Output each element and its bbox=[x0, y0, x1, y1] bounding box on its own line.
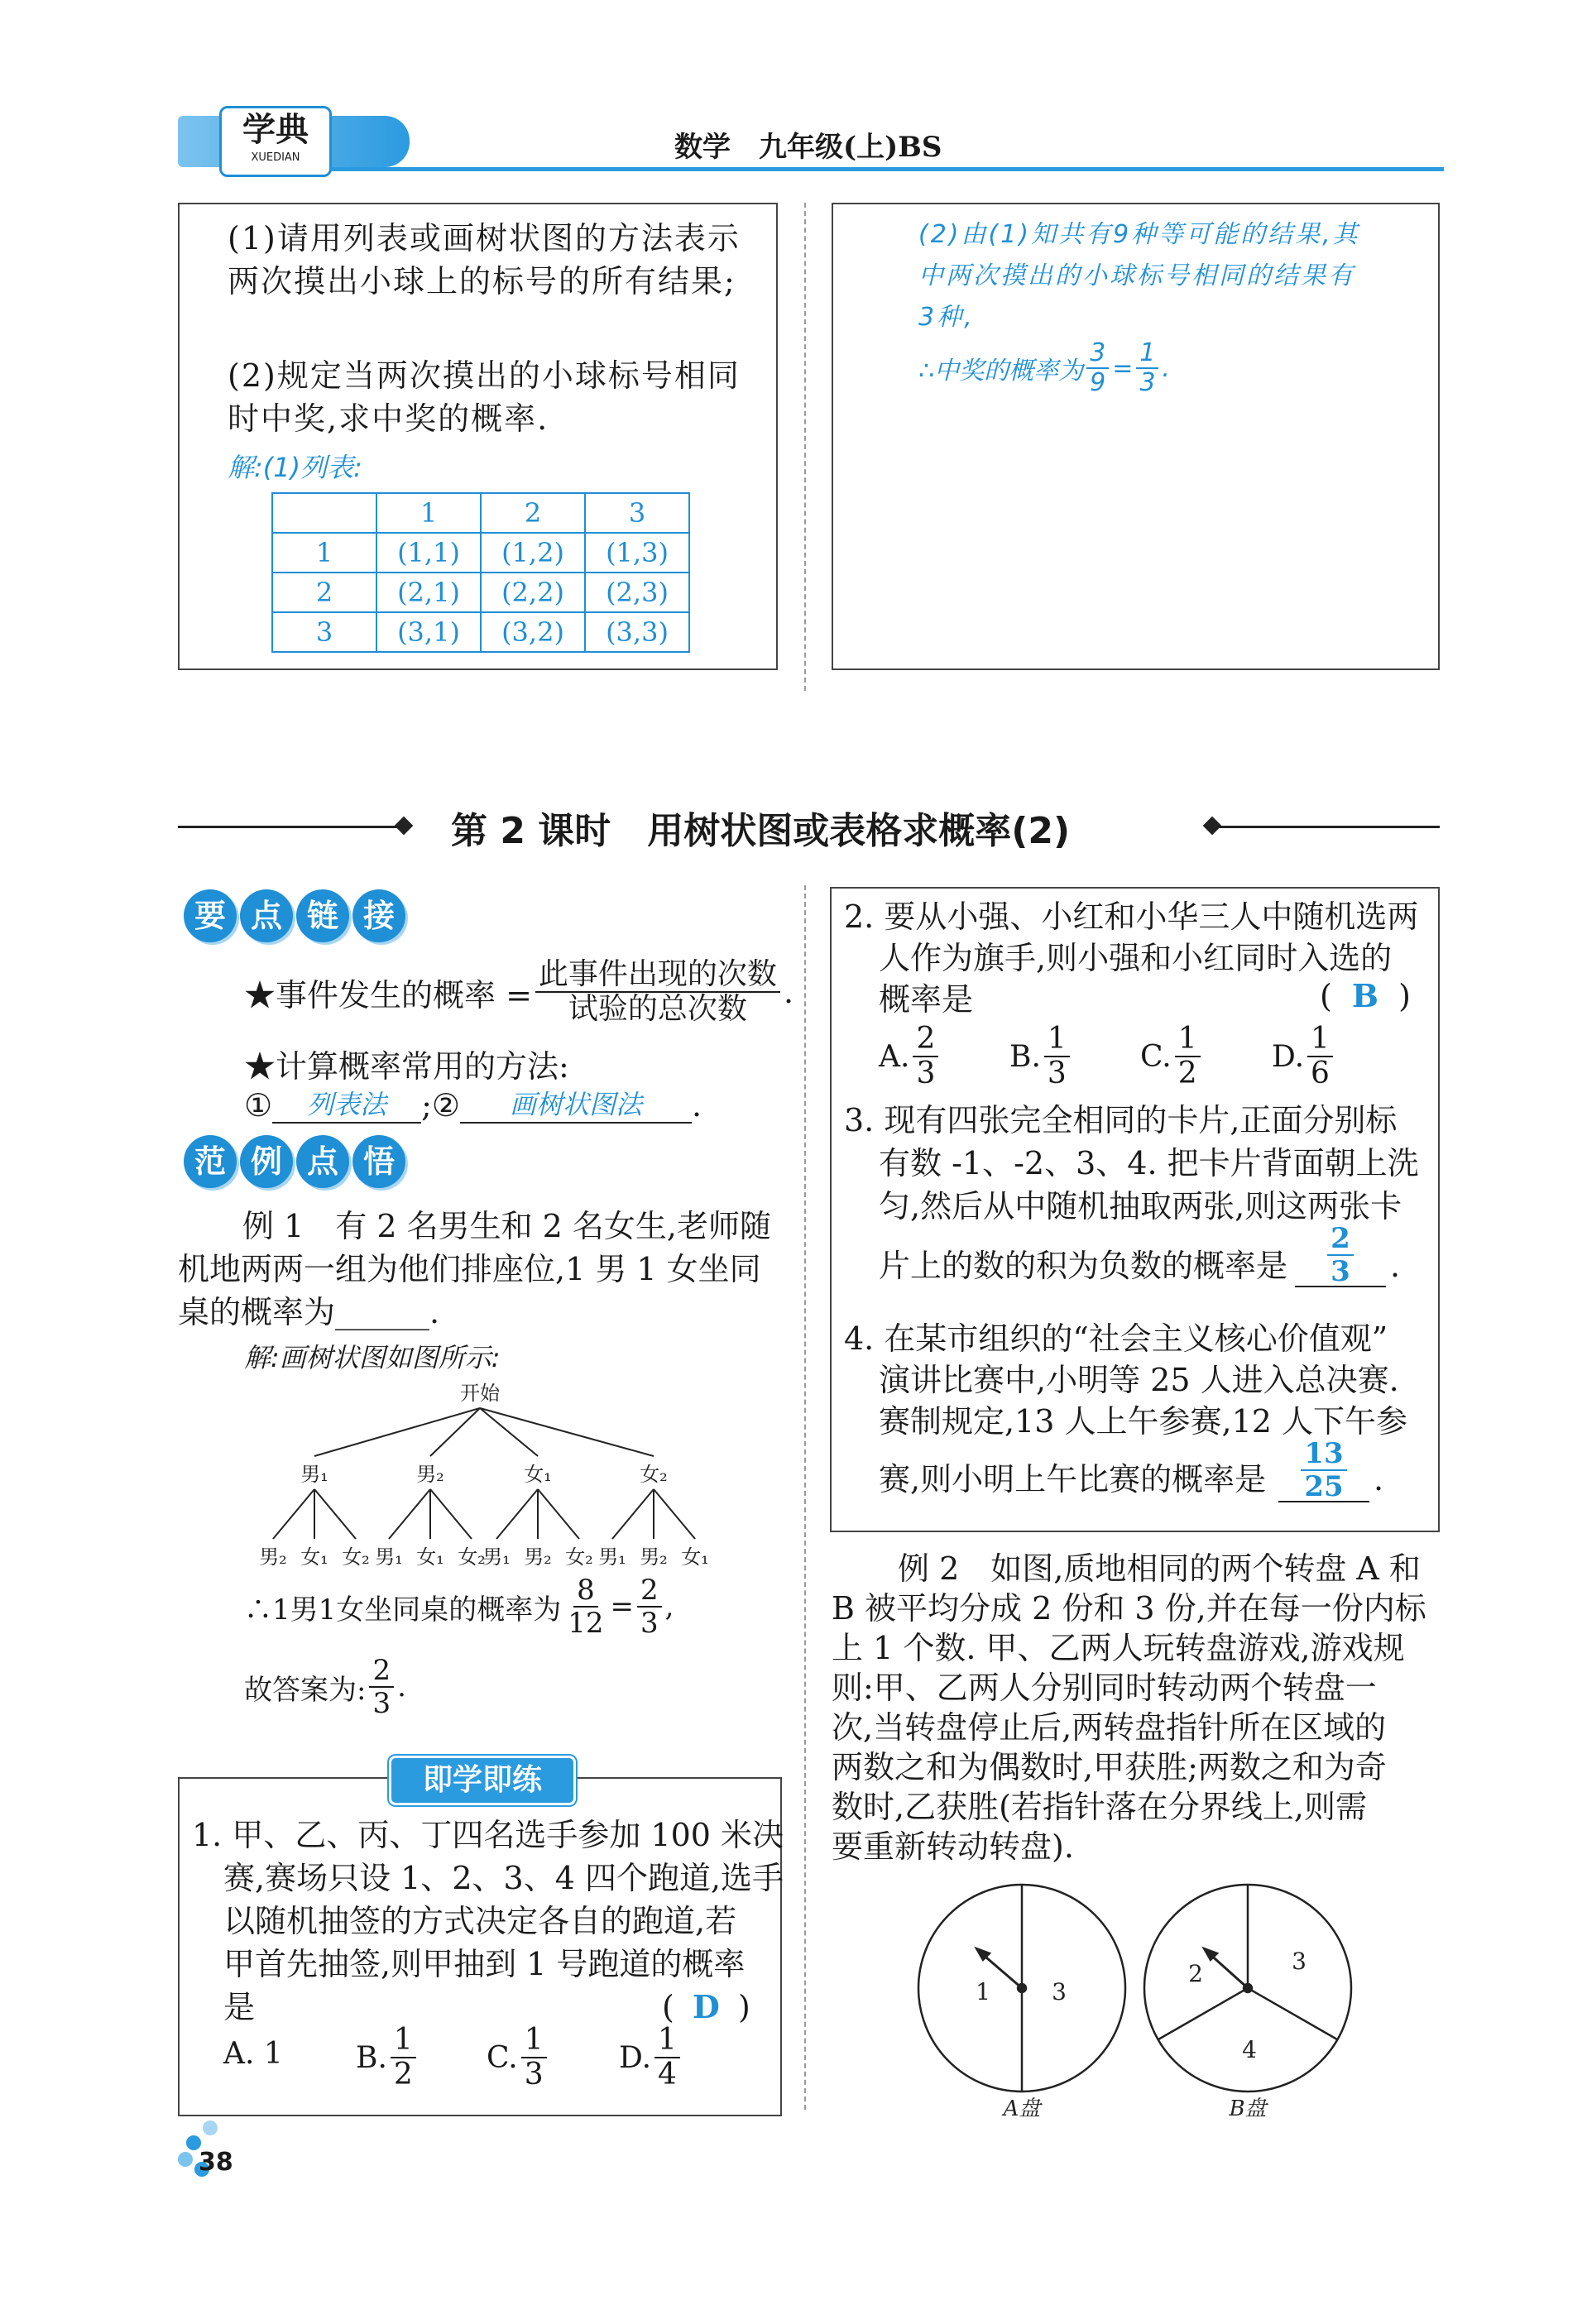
denominator: 3 bbox=[1047, 1057, 1067, 1090]
spinner-a bbox=[918, 1885, 1125, 2092]
table-cell: 2 bbox=[272, 573, 376, 612]
q2-line: 人作为旗手,则小强和小红同时入选的 bbox=[879, 940, 1393, 976]
example1-text: 桌的概率为______. bbox=[178, 1294, 440, 1330]
option-label: C. bbox=[487, 2040, 518, 2075]
period: . bbox=[397, 1670, 406, 1703]
q3-line: 有数 -1、-2、3、4. 把卡片背面朝上洗 bbox=[879, 1145, 1419, 1181]
badge-char: 要 bbox=[184, 889, 237, 942]
denominator: 4 bbox=[658, 2058, 677, 2092]
q4-line: 4. 在某市组织的“社会主义核心价值观” bbox=[844, 1320, 1388, 1357]
question-part2: (2)规定当两次摸出的小球标号相同时中奖,求中奖的概率. bbox=[228, 357, 741, 437]
example1-solution-label: 解:画树状图如图所示: bbox=[244, 1342, 501, 1373]
solution-line: (2)由(1)知共有9种等可能的结果,其 bbox=[918, 220, 1360, 249]
practice1-line: 是 bbox=[223, 1989, 256, 2025]
key-points-badge bbox=[184, 889, 405, 942]
fraction bbox=[535, 957, 780, 1026]
fraction bbox=[654, 2025, 680, 2090]
column-divider-main bbox=[804, 885, 806, 2110]
tree-diagram bbox=[240, 1373, 728, 1572]
comma: , bbox=[664, 1590, 674, 1623]
title-rule-right bbox=[1216, 826, 1440, 828]
q3-line: 3. 现有四张完全相同的卡片,正面分别标 bbox=[844, 1102, 1398, 1138]
example2-line: 要重新转动转盘). bbox=[832, 1828, 1074, 1865]
table-cell: (1,2) bbox=[481, 533, 585, 573]
denominator: 3 bbox=[372, 1687, 391, 1720]
numerator: 1 bbox=[1307, 1024, 1333, 1057]
tree-leaf: 男₁ bbox=[482, 1545, 511, 1569]
option-label: B. bbox=[1009, 1039, 1041, 1074]
key-methods-label: ★计算概率常用的方法: bbox=[244, 1048, 569, 1085]
tree-node: 女₂ bbox=[640, 1463, 668, 1486]
column-divider-top bbox=[804, 203, 806, 691]
fraction bbox=[1086, 338, 1109, 397]
solution-line: 3种, bbox=[918, 303, 975, 332]
paren: ) bbox=[737, 1989, 750, 2025]
example2-line: 次,当转盘停止后,两转盘指针所在区域的 bbox=[832, 1709, 1387, 1746]
example1-conclusion bbox=[244, 1574, 674, 1640]
q3-line: 片上的数的积为负数的概率是 bbox=[879, 1248, 1288, 1284]
logo-text: 学典 bbox=[242, 110, 309, 149]
option-label: B. bbox=[356, 2040, 387, 2075]
denominator: 2 bbox=[1177, 1057, 1197, 1090]
spinner-b-number: 4 bbox=[1242, 2036, 1257, 2063]
practice-title: 即学即练 bbox=[389, 1756, 576, 1805]
fraction bbox=[913, 1024, 938, 1089]
example1-text: 机地两两一组为他们排座位,1 男 1 女坐同 bbox=[178, 1251, 761, 1287]
period: . bbox=[1162, 353, 1170, 383]
key-methods bbox=[244, 1084, 702, 1124]
denominator: 12 bbox=[568, 1607, 604, 1640]
numerator: 1 bbox=[1136, 341, 1158, 369]
option-label: C. bbox=[1140, 1039, 1172, 1074]
tree-leaf: 女₂ bbox=[458, 1545, 486, 1569]
practice1-option-d bbox=[619, 2025, 683, 2090]
q2-answer-slot bbox=[1320, 975, 1411, 1018]
tree-node: 男₂ bbox=[416, 1463, 444, 1486]
q2-option-c bbox=[1140, 1024, 1204, 1089]
option-label: D. bbox=[1272, 1039, 1305, 1074]
practice1-line: 赛,赛场只设 1、2、3、4 四个跑道,选手 bbox=[223, 1860, 784, 1896]
practice1-option-b bbox=[356, 2025, 420, 2090]
example1-text: 例 1 有 2 名男生和 2 名女生,老师随 bbox=[242, 1208, 772, 1244]
badge-char: 范 bbox=[184, 1135, 237, 1188]
fraction bbox=[1044, 1024, 1070, 1089]
example1-answer bbox=[244, 1656, 406, 1718]
fraction bbox=[1327, 1224, 1354, 1286]
method-2-answer: 画树状图法 bbox=[460, 1084, 692, 1124]
example2-line: 例 2 如图,质地相同的两个转盘 A 和 bbox=[898, 1550, 1421, 1587]
tree-leaf: 女₁ bbox=[300, 1545, 328, 1569]
header-rule bbox=[331, 167, 1444, 171]
table-cell: 1 bbox=[376, 493, 481, 533]
q2-option-b bbox=[1009, 1024, 1073, 1089]
tree-leaf: 男₁ bbox=[375, 1545, 403, 1569]
practice1-line: 以随机抽签的方式决定各自的跑道,若 bbox=[223, 1903, 737, 1939]
solution-label: 解:(1)列表: bbox=[228, 452, 362, 483]
q2-option-d bbox=[1272, 1024, 1336, 1089]
table-cell: 1 bbox=[272, 533, 376, 573]
practice1-line: 甲首先抽签,则甲抽到 1 号跑道的概率 bbox=[223, 1946, 746, 1982]
option-label: A. bbox=[879, 1039, 910, 1074]
examples-badge bbox=[184, 1135, 405, 1188]
fraction bbox=[521, 2025, 547, 2090]
example2-line: 上 1 个数. 甲、乙两人玩转盘游戏,游戏规 bbox=[832, 1630, 1405, 1666]
table-cell: (2,2) bbox=[481, 573, 585, 612]
question-part1: (1)请用列表或画树状图的方法表示两次摸出小球上的标号的所有结果; bbox=[228, 220, 741, 299]
q4-answer bbox=[1278, 1437, 1369, 1503]
denominator: 3 bbox=[640, 1607, 659, 1640]
table-cell: (3,2) bbox=[481, 612, 585, 652]
fraction bbox=[369, 1656, 394, 1718]
spinner-a-label: A盘 bbox=[1003, 2096, 1041, 2118]
badge-char: 接 bbox=[352, 889, 405, 942]
tree-leaf: 女₂ bbox=[342, 1545, 370, 1569]
table-cell: (2,3) bbox=[585, 573, 689, 612]
title-diamond-left bbox=[395, 817, 414, 836]
table-cell: (3,3) bbox=[585, 612, 689, 652]
denominator: 2 bbox=[393, 2058, 413, 2092]
spinner-b-number: 2 bbox=[1188, 1960, 1203, 1987]
tree-leaf: 男₂ bbox=[259, 1545, 287, 1569]
fraction bbox=[637, 1574, 662, 1640]
method-2-label: ;② bbox=[421, 1087, 460, 1124]
q4-line: 赛,则小明上午比赛的概率是 bbox=[879, 1461, 1267, 1497]
fraction bbox=[1307, 1024, 1333, 1089]
denominator: 3 bbox=[1330, 1255, 1350, 1288]
practice1-answer: D bbox=[692, 1988, 720, 2025]
q2-answer: B bbox=[1351, 977, 1379, 1014]
table-cell: (1,3) bbox=[585, 533, 689, 573]
practice1-option-c bbox=[487, 2025, 550, 2090]
tree-node: 女₁ bbox=[524, 1463, 552, 1486]
tree-branches bbox=[273, 1408, 695, 1539]
method-1-label: ① bbox=[244, 1087, 273, 1124]
spinner-a-number: 3 bbox=[1052, 1978, 1067, 2005]
numerator: 3 bbox=[1086, 341, 1109, 369]
table-cell: (3,1) bbox=[376, 612, 481, 652]
formula-prefix: ★事件发生的概率 = bbox=[244, 976, 532, 1013]
solution-line: 中两次摸出的小球标号相同的结果有 bbox=[918, 261, 1355, 290]
denominator: 3 bbox=[524, 2058, 544, 2092]
method-1-answer: 列表法 bbox=[272, 1084, 421, 1124]
fraction bbox=[391, 2025, 416, 2090]
denominator: 试验的总次数 bbox=[568, 992, 747, 1026]
header-logo bbox=[219, 106, 332, 177]
fraction bbox=[1175, 1024, 1201, 1089]
numerator: 此事件出现的次数 bbox=[535, 960, 780, 993]
section-title: 第 2 课时 用树状图或表格求概率(2) bbox=[451, 810, 1071, 852]
fraction bbox=[564, 1574, 607, 1640]
period: . bbox=[691, 1087, 702, 1124]
spinner-diagram bbox=[910, 1882, 1374, 2118]
table-cell: 2 bbox=[481, 493, 585, 533]
badge-char: 点 bbox=[296, 1135, 349, 1188]
tree-root: 开始 bbox=[460, 1382, 500, 1405]
result-table bbox=[271, 492, 690, 653]
practice1-option-a: A. 1 bbox=[223, 2037, 283, 2071]
denominator: 3 bbox=[1139, 368, 1156, 397]
tree-leaf: 女₂ bbox=[565, 1545, 593, 1569]
answer-prefix: 故答案为: bbox=[244, 1673, 367, 1707]
numerator: 2 bbox=[637, 1576, 662, 1608]
badge-char: 悟 bbox=[352, 1135, 405, 1188]
q2-option-a bbox=[879, 1024, 942, 1089]
paren: ( bbox=[1320, 978, 1332, 1014]
example2-line: B 被平均分成 2 份和 3 份,并在每一份内标 bbox=[832, 1590, 1426, 1627]
practice1-line: 1. 甲、乙、丙、丁四名选手参加 100 米决 bbox=[192, 1817, 784, 1853]
q4-line: 演讲比赛中,小明等 25 人进入总决赛. bbox=[879, 1362, 1399, 1398]
tree-leaf: 男₂ bbox=[640, 1545, 668, 1569]
paren: ( bbox=[662, 1989, 674, 2025]
numerator: 13 bbox=[1301, 1440, 1346, 1471]
conclusion-prefix: ∴1男1女坐同桌的概率为 bbox=[244, 1593, 562, 1627]
denominator: 3 bbox=[916, 1057, 936, 1090]
period: . bbox=[783, 974, 794, 1010]
logo-subtext: XUEDIAN bbox=[251, 151, 300, 164]
table-cell: (1,1) bbox=[376, 533, 481, 573]
fraction bbox=[1301, 1437, 1346, 1503]
table-cell: 3 bbox=[585, 493, 689, 533]
header-subject: 数学 九年级(上)BS bbox=[674, 131, 942, 164]
page-number: 38 bbox=[199, 2148, 233, 2177]
numerator: 8 bbox=[573, 1576, 598, 1608]
tree-leaf: 女₁ bbox=[416, 1545, 444, 1569]
numerator: 1 bbox=[521, 2025, 547, 2058]
numerator: 2 bbox=[913, 1024, 938, 1057]
spinner-a-number: 1 bbox=[976, 1978, 990, 2005]
prob-prefix: ∴中奖的概率为 bbox=[918, 357, 1084, 386]
solution-probability bbox=[918, 338, 1170, 397]
spinner-b-label: B盘 bbox=[1229, 2096, 1267, 2118]
spinner-b-number: 3 bbox=[1292, 1948, 1307, 1975]
period: . bbox=[1374, 1461, 1384, 1497]
table-cell: (2,1) bbox=[376, 573, 481, 612]
q2-line: 概率是 bbox=[879, 981, 974, 1018]
tree-leaf: 男₁ bbox=[598, 1545, 626, 1569]
q2-line: 2. 要从小强、小红和小华三人中随机选两 bbox=[844, 898, 1419, 935]
paren: ) bbox=[1398, 978, 1411, 1014]
q3-line: 匀,然后从中随机抽取两张,则这两张卡 bbox=[879, 1188, 1402, 1224]
example2-line: 两数之和为偶数时,甲获胜;两数之和为奇 bbox=[832, 1749, 1387, 1785]
denominator: 6 bbox=[1311, 1057, 1330, 1090]
period: . bbox=[1390, 1248, 1401, 1284]
numerator: 1 bbox=[1175, 1024, 1201, 1057]
q4-line: 赛制规定,13 人上午参赛,12 人下午参 bbox=[879, 1403, 1408, 1440]
fraction bbox=[1136, 338, 1158, 397]
tree-node: 男₁ bbox=[300, 1463, 328, 1486]
numerator: 1 bbox=[654, 2025, 680, 2058]
numerator: 2 bbox=[1327, 1224, 1354, 1256]
table-cell bbox=[272, 493, 376, 533]
title-rule-left bbox=[178, 826, 401, 828]
badge-char: 链 bbox=[296, 889, 349, 942]
denominator: 9 bbox=[1090, 368, 1106, 397]
equals: = bbox=[1112, 353, 1134, 383]
numerator: 1 bbox=[1044, 1024, 1070, 1057]
tree-leaf: 女₁ bbox=[681, 1545, 709, 1569]
numerator: 1 bbox=[391, 2025, 416, 2058]
option-label: D. bbox=[619, 2040, 652, 2075]
badge-char: 例 bbox=[240, 1135, 293, 1188]
example2-line: 则:甲、乙两人分别同时转动两个转盘一 bbox=[832, 1670, 1377, 1706]
key-formula bbox=[244, 957, 794, 1026]
denominator: 25 bbox=[1304, 1470, 1344, 1503]
numerator: 2 bbox=[369, 1656, 394, 1688]
equals: = bbox=[610, 1590, 635, 1623]
example2-line: 数时,乙获胜(若指针落在分界线上,则需 bbox=[832, 1789, 1367, 1825]
table-cell: 3 bbox=[272, 612, 376, 652]
tree-leaf: 男₂ bbox=[524, 1545, 552, 1569]
q3-answer bbox=[1295, 1224, 1386, 1287]
badge-char: 点 bbox=[240, 889, 293, 942]
